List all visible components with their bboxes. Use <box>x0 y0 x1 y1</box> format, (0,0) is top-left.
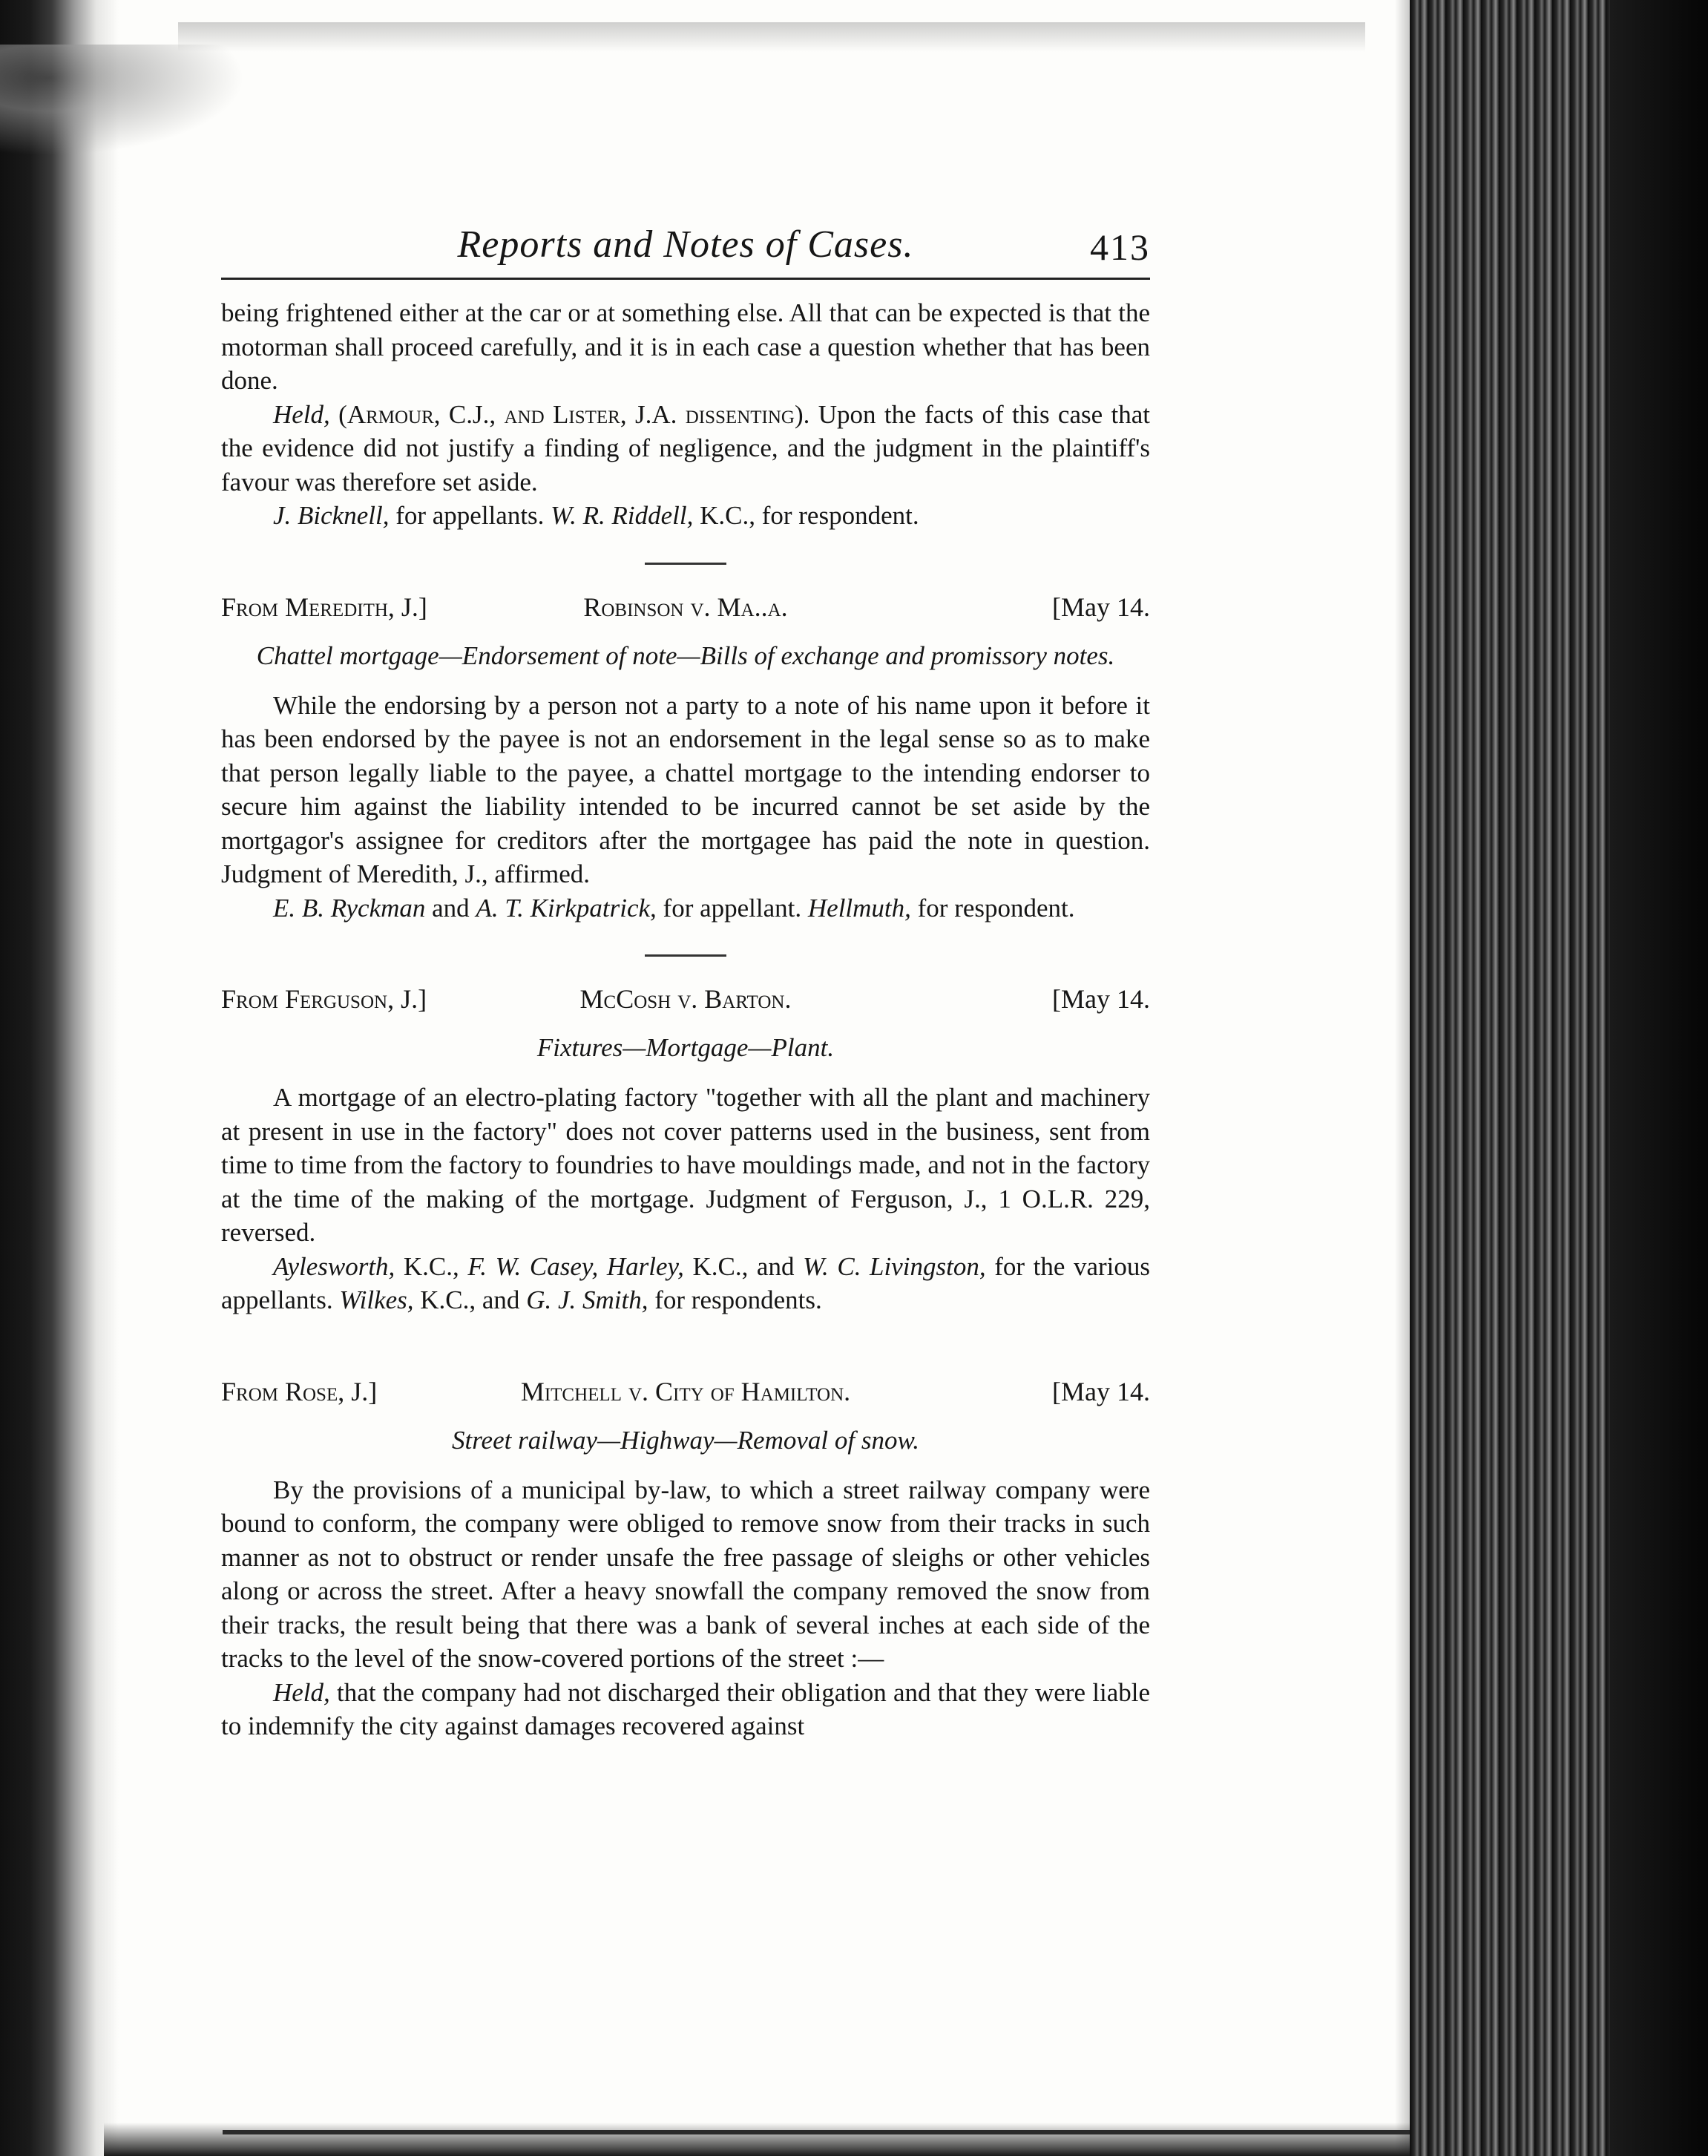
counsel-text: K.C., for respondent. <box>693 501 919 530</box>
counsel-name: A. T. Kirkpatrick, <box>476 893 657 923</box>
case-court: From Ferguson, J.] <box>221 984 427 1014</box>
case-mitchell <box>221 1376 1150 1743</box>
case-court: From Meredith, J.] <box>221 592 427 622</box>
scan-bottom-edge <box>104 2123 1410 2156</box>
counsel-name: F. W. Casey, Harley, <box>467 1251 684 1281</box>
case-heading <box>221 983 1150 1020</box>
counsel-line <box>221 499 1150 533</box>
scan-left-edge <box>0 0 119 2156</box>
held-word: Held, <box>273 399 330 429</box>
counsel-name: Wilkes, <box>339 1285 414 1314</box>
counsel-name: G. J. Smith, <box>526 1285 648 1314</box>
held-text: that the company had not discharged their obligation and that they were liable to indemnify the city against damages recovered against <box>221 1677 1150 1740</box>
case-separator <box>645 1347 726 1349</box>
counsel-line <box>221 1250 1150 1317</box>
continued-paragraph: being frightened either at the car or at something else. All that can be expected is that the motorman shall proceed carefully, and it is in each case a question whether that has been done. <box>221 298 1150 395</box>
case-heading <box>221 1376 1150 1413</box>
counsel-line <box>221 891 1150 925</box>
counsel-text: K.C., and <box>413 1285 527 1314</box>
counsel-name: E. B. Ryckman <box>273 893 426 923</box>
case-mccosh <box>221 983 1150 1317</box>
case-body: A mortgage of an electro-plating factory "together with all the plant and machinery at present in use in the factory" does not cover patterns used in the business, sent from time to time from the factory to foundries to have mouldings made, and not in the factory at the time of the making of the mortgage. Judgment of Ferguson, J., 1 O.L.R. 229, reversed. <box>221 1083 1150 1247</box>
case-headnote: Street railway—Highway—Removal of snow. <box>452 1425 919 1455</box>
case-body: While the endorsing by a person not a party to a note of his name upon it before it has been endorsed by the payee is not an endorsement in the legal sense so as to make that person legally liable to the payee, a chattel mortgage to the intending endorser to secure him against the liability intended to be incurred cannot be set aside by the mortgagor's assignee for creditors after the mortgagee has paid the note in question. Judgment of Meredith, J., affirmed. <box>221 690 1150 888</box>
running-head-title: Reports and Notes of Cases. <box>457 223 914 266</box>
case-title: McCosh v. Barton. <box>579 984 792 1014</box>
counsel-text: K.C., and <box>683 1251 804 1281</box>
scan-bottom-rule <box>223 2130 1410 2134</box>
case-heading <box>221 592 1150 629</box>
scan-top-edge <box>178 22 1365 52</box>
counsel-text: for respondent. <box>910 893 1075 923</box>
page-content <box>221 215 1150 1743</box>
held-text: Upon the facts of this case that the evidence did not justify a finding of negligence, and the judgment in the plaintiff's favour was therefore set aside. <box>221 399 1151 497</box>
case-date: [May 14. <box>1052 592 1150 622</box>
case-separator <box>645 563 726 565</box>
counsel-name: W. R. Riddell, <box>551 501 694 530</box>
counsel-text: for appellant. <box>656 893 808 923</box>
counsel-name: W. C. Livingston, <box>803 1251 986 1281</box>
case-date: [May 14. <box>1052 984 1150 1014</box>
case-body: By the provisions of a municipal by-law, to which a street railway company were bound to conform, the company were obliged to remove snow from their tracks in such manner as not to obstruct or render unsafe the free passage of sleighs or other vehicles along or across the street. After a heavy snowfall the company removed the snow from their tracks, the result being that there was a bank of several inches at each side of the tracks to the level of the snow-covered portions of the street :— <box>221 1475 1150 1673</box>
page-number: 413 <box>1090 226 1150 268</box>
held-dissent: (Armour, C.J., and Lister, J.A. dissenting). <box>338 399 810 429</box>
previous-case-continuation <box>221 296 1150 533</box>
counsel-text: K.C., <box>395 1251 468 1281</box>
counsel-name: Aylesworth, <box>273 1251 395 1281</box>
counsel-name: Hellmuth, <box>807 893 911 923</box>
counsel-text: for respondents. <box>648 1285 822 1314</box>
case-headnote: Chattel mortgage—Endorsement of note—Bills of exchange and promissory notes. <box>256 640 1115 670</box>
counsel-text: and <box>425 893 476 923</box>
case-title: Robinson v. Ma..a. <box>583 592 788 622</box>
held-word: Held, <box>273 1677 330 1707</box>
case-robinson <box>221 592 1150 925</box>
counsel-text: for appellants. <box>389 501 551 530</box>
held-paragraph <box>221 1676 1150 1743</box>
head-rule <box>221 278 1150 280</box>
case-date: [May 14. <box>1052 1376 1150 1406</box>
case-headnote: Fixtures—Mortgage—Plant. <box>536 1033 835 1062</box>
case-separator <box>645 954 726 957</box>
scan-smudge <box>0 45 245 156</box>
held-paragraph <box>221 398 1150 499</box>
scan-right-shadow <box>1610 0 1708 2156</box>
case-title: Mitchell v. City of Hamilton. <box>520 1376 851 1406</box>
case-court: From Rose, J.] <box>221 1376 378 1406</box>
counsel-text: for the various appellants. <box>221 1251 1150 1314</box>
running-head <box>221 215 1150 275</box>
counsel-name: J. Bicknell, <box>273 501 390 530</box>
